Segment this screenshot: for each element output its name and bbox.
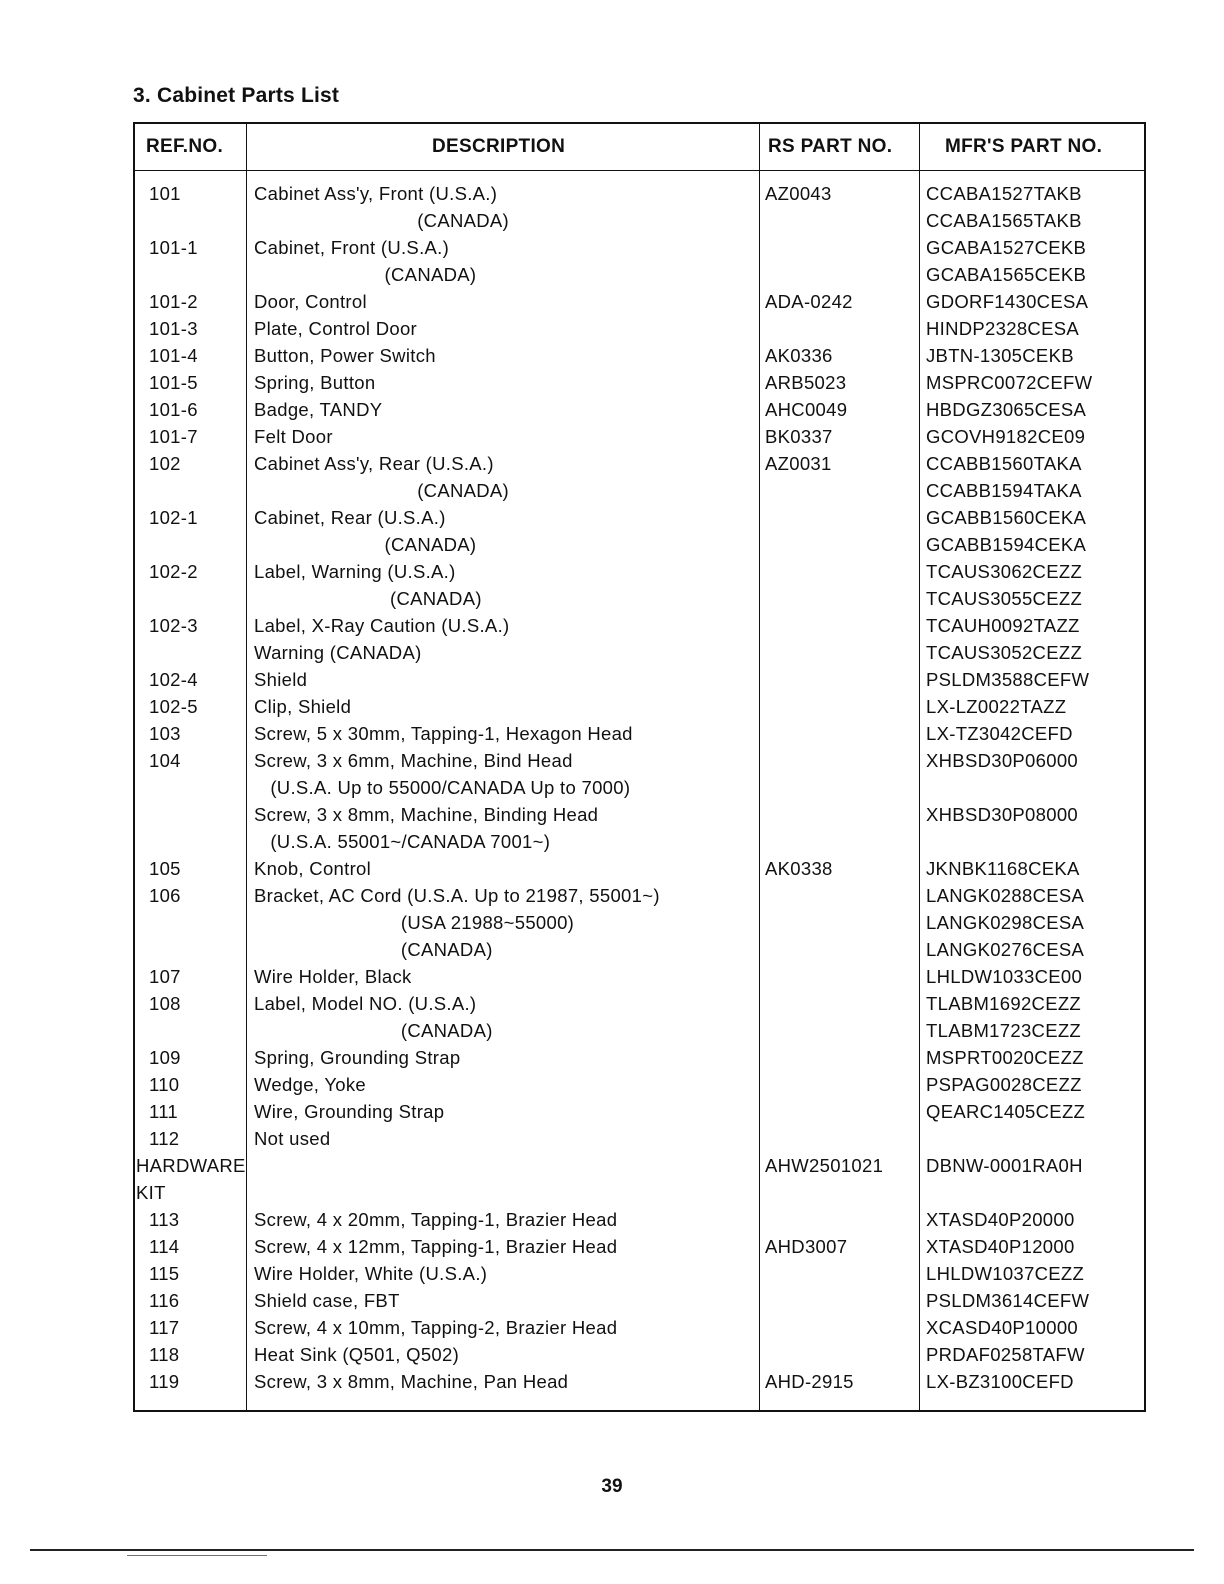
cell-description: (CANADA) (254, 1020, 493, 1041)
cell-mfr-part-no: GCABB1594CEKA (926, 534, 1087, 555)
header-mfr-part-no: MFR'S PART NO. (945, 136, 1103, 157)
cell-ref-no: 102-2 (149, 561, 198, 582)
cell-mfr-part-no: MSPRC0072CEFW (926, 372, 1093, 393)
cell-ref-no: 114 (149, 1236, 180, 1257)
table-row (135, 1261, 1144, 1288)
cell-mfr-part-no: XHBSD30P08000 (926, 804, 1078, 825)
parts-table (133, 122, 1146, 1412)
cell-rs-part-no: ARB5023 (765, 372, 847, 393)
cell-description: (CANADA) (254, 210, 510, 231)
cell-rs-part-no: AZ0031 (765, 453, 832, 474)
cell-description: Label, Model NO. (U.S.A.) (254, 993, 477, 1014)
cell-description: Screw, 4 x 12mm, Tapping-1, Brazier Head (254, 1236, 618, 1257)
cell-ref-no: 101-1 (149, 237, 198, 258)
header-divider (135, 170, 1144, 171)
cell-mfr-part-no: CCABA1527TAKB (926, 183, 1082, 204)
cell-description: (USA 21988~55000) (254, 912, 575, 933)
cell-mfr-part-no: LHLDW1037CEZZ (926, 1263, 1085, 1284)
table-row (135, 1315, 1144, 1342)
cell-ref-no: 112 (149, 1128, 180, 1149)
cell-description: Button, Power Switch (254, 345, 436, 366)
cell-ref-no: 109 (149, 1047, 181, 1068)
table-row (135, 1207, 1144, 1234)
cell-description: Cabinet Ass'y, Rear (U.S.A.) (254, 453, 494, 474)
cell-mfr-part-no: HBDGZ3065CESA (926, 399, 1087, 420)
cell-ref-no: KIT (136, 1182, 166, 1203)
cell-mfr-part-no: TCAUS3052CEZZ (926, 642, 1083, 663)
cell-description: Screw, 3 x 8mm, Machine, Binding Head (254, 804, 599, 825)
table-row (135, 424, 1144, 451)
cell-ref-no: 104 (149, 750, 181, 771)
table-row (135, 478, 1144, 505)
cell-ref-no: 116 (149, 1290, 180, 1311)
cell-ref-no: 117 (149, 1317, 180, 1338)
cell-rs-part-no: ADA-0242 (765, 291, 853, 312)
cell-mfr-part-no: LANGK0298CESA (926, 912, 1085, 933)
cell-ref-no: 101-6 (149, 399, 198, 420)
cell-mfr-part-no: MSPRT0020CEZZ (926, 1047, 1084, 1068)
table-row (135, 397, 1144, 424)
cell-description: Cabinet Ass'y, Front (U.S.A.) (254, 183, 498, 204)
table-row (135, 721, 1144, 748)
table-row (135, 1369, 1144, 1396)
cell-description: Screw, 3 x 8mm, Machine, Pan Head (254, 1371, 569, 1392)
table-row (135, 559, 1144, 586)
table-row (135, 1045, 1144, 1072)
cell-description: Not used (254, 1128, 331, 1149)
table-row (135, 1072, 1144, 1099)
page-title: 3. Cabinet Parts List (133, 84, 340, 107)
cell-mfr-part-no: QEARC1405CEZZ (926, 1101, 1086, 1122)
cell-mfr-part-no: LX-TZ3042CEFD (926, 723, 1073, 744)
cell-ref-no: HARDWARE (136, 1155, 246, 1176)
table-row (135, 667, 1144, 694)
cell-description: Shield (254, 669, 308, 690)
cell-mfr-part-no: CCABB1594TAKA (926, 480, 1082, 501)
page-number: 39 (601, 1476, 623, 1497)
table-body (135, 181, 1144, 1396)
cell-mfr-part-no: LANGK0288CESA (926, 885, 1085, 906)
cell-description: Warning (CANADA) (254, 642, 422, 663)
cell-description: Wire Holder, White (U.S.A.) (254, 1263, 488, 1284)
cell-mfr-part-no: GCOVH9182CE09 (926, 426, 1086, 447)
table-row (135, 829, 1144, 856)
cell-description: Clip, Shield (254, 696, 352, 717)
cell-rs-part-no: AK0336 (765, 345, 833, 366)
cell-mfr-part-no: HINDP2328CESA (926, 318, 1079, 339)
table-row (135, 991, 1144, 1018)
table-row (135, 505, 1144, 532)
table-row (135, 289, 1144, 316)
table-row (135, 1018, 1144, 1045)
cell-mfr-part-no: XTASD40P12000 (926, 1236, 1075, 1257)
table-row (135, 1153, 1144, 1180)
cell-mfr-part-no: PSLDM3614CEFW (926, 1290, 1090, 1311)
header-rs-part-no: RS PART NO. (768, 136, 893, 157)
table-row (135, 532, 1144, 559)
table-row (135, 451, 1144, 478)
cell-rs-part-no: AZ0043 (765, 183, 832, 204)
cell-mfr-part-no: TLABM1723CEZZ (926, 1020, 1082, 1041)
cell-description: Plate, Control Door (254, 318, 418, 339)
cell-ref-no: 102-3 (149, 615, 198, 636)
cell-mfr-part-no: PSLDM3588CEFW (926, 669, 1090, 690)
cell-description: (U.S.A. Up to 55000/CANADA Up to 7000) (254, 777, 631, 798)
cell-ref-no: 102-5 (149, 696, 198, 717)
cell-mfr-part-no: TCAUH0092TAZZ (926, 615, 1080, 636)
table-row (135, 1126, 1144, 1153)
table-row (135, 235, 1144, 262)
cell-description: Cabinet, Rear (U.S.A.) (254, 507, 446, 528)
cell-mfr-part-no: XHBSD30P06000 (926, 750, 1078, 771)
cell-mfr-part-no: GCABB1560CEKA (926, 507, 1087, 528)
table-row (135, 262, 1144, 289)
cell-rs-part-no: AHD-2915 (765, 1371, 854, 1392)
cell-description: (CANADA) (254, 534, 477, 555)
cell-ref-no: 115 (149, 1263, 180, 1284)
cell-description: Label, X-Ray Caution (U.S.A.) (254, 615, 510, 636)
cell-description: Screw, 5 x 30mm, Tapping-1, Hexagon Head (254, 723, 633, 744)
table-row (135, 964, 1144, 991)
cell-ref-no: 106 (149, 885, 181, 906)
cell-mfr-part-no: JKNBK1168CEKA (926, 858, 1080, 879)
cell-rs-part-no: BK0337 (765, 426, 833, 447)
table-row (135, 1099, 1144, 1126)
cell-ref-no: 107 (149, 966, 181, 987)
cell-ref-no: 102-1 (149, 507, 198, 528)
table-row (135, 208, 1144, 235)
cell-mfr-part-no: PRDAF0258TAFW (926, 1344, 1085, 1365)
cell-description: Spring, Button (254, 372, 376, 393)
cell-ref-no: 118 (149, 1344, 180, 1365)
cell-rs-part-no: AHD3007 (765, 1236, 848, 1257)
cell-mfr-part-no: CCABA1565TAKB (926, 210, 1082, 231)
cell-ref-no: 101 (149, 183, 181, 204)
cell-description: Spring, Grounding Strap (254, 1047, 461, 1068)
cell-description: Badge, TANDY (254, 399, 383, 420)
table-row (135, 586, 1144, 613)
bottom-rule (30, 1549, 1194, 1551)
cell-description: (CANADA) (254, 480, 510, 501)
header-description: DESCRIPTION (432, 136, 566, 157)
table-row (135, 1234, 1144, 1261)
cell-ref-no: 113 (149, 1209, 180, 1230)
cell-description: Shield case, FBT (254, 1290, 400, 1311)
cell-ref-no: 103 (149, 723, 181, 744)
cell-ref-no: 105 (149, 858, 181, 879)
table-row (135, 937, 1144, 964)
cell-ref-no: 108 (149, 993, 181, 1014)
cell-mfr-part-no: PSPAG0028CEZZ (926, 1074, 1082, 1095)
cell-description: Screw, 4 x 10mm, Tapping-2, Brazier Head (254, 1317, 618, 1338)
cell-description: (CANADA) (254, 588, 482, 609)
table-row (135, 316, 1144, 343)
cell-ref-no: 101-2 (149, 291, 198, 312)
cell-mfr-part-no: TLABM1692CEZZ (926, 993, 1082, 1014)
table-row (135, 748, 1144, 775)
cell-description: Cabinet, Front (U.S.A.) (254, 237, 450, 258)
cell-ref-no: 110 (149, 1074, 180, 1095)
cell-mfr-part-no: JBTN-1305CEKB (926, 345, 1074, 366)
cell-ref-no: 101-7 (149, 426, 198, 447)
cell-description: Screw, 3 x 6mm, Machine, Bind Head (254, 750, 573, 771)
cell-ref-no: 101-5 (149, 372, 198, 393)
cell-mfr-part-no: XTASD40P20000 (926, 1209, 1075, 1230)
table-row (135, 883, 1144, 910)
cell-rs-part-no: AHW2501021 (765, 1155, 884, 1176)
table-row (135, 1288, 1144, 1315)
cell-description: Wire, Grounding Strap (254, 1101, 445, 1122)
table-row (135, 370, 1144, 397)
cell-ref-no: 119 (149, 1371, 180, 1392)
table-row (135, 856, 1144, 883)
blue-underline (127, 1555, 267, 1556)
cell-description: Knob, Control (254, 858, 372, 879)
cell-mfr-part-no: LHLDW1033CE00 (926, 966, 1083, 987)
cell-mfr-part-no: LX-BZ3100CEFD (926, 1371, 1074, 1392)
cell-description: Door, Control (254, 291, 367, 312)
table-row (135, 1342, 1144, 1369)
cell-rs-part-no: AHC0049 (765, 399, 848, 420)
cell-description: Wedge, Yoke (254, 1074, 366, 1095)
table-row (135, 640, 1144, 667)
cell-description: Label, Warning (U.S.A.) (254, 561, 456, 582)
cell-description: (CANADA) (254, 939, 493, 960)
cell-description: Screw, 4 x 20mm, Tapping-1, Brazier Head (254, 1209, 618, 1230)
table-row (135, 181, 1144, 208)
cell-mfr-part-no: DBNW-0001RA0H (926, 1155, 1083, 1176)
table-row (135, 694, 1144, 721)
cell-description: Wire Holder, Black (254, 966, 412, 987)
table-row (135, 343, 1144, 370)
cell-mfr-part-no: CCABB1560TAKA (926, 453, 1082, 474)
cell-mfr-part-no: LANGK0276CESA (926, 939, 1085, 960)
table-row (135, 1180, 1144, 1207)
cell-ref-no: 102-4 (149, 669, 198, 690)
cell-mfr-part-no: GDORF1430CESA (926, 291, 1089, 312)
cell-ref-no: 102 (149, 453, 181, 474)
cell-mfr-part-no: TCAUS3055CEZZ (926, 588, 1083, 609)
cell-ref-no: 111 (149, 1101, 179, 1122)
header-ref-no: REF.NO. (146, 136, 224, 157)
cell-ref-no: 101-4 (149, 345, 198, 366)
cell-mfr-part-no: XCASD40P10000 (926, 1317, 1078, 1338)
cell-rs-part-no: AK0338 (765, 858, 833, 879)
cell-description: Bracket, AC Cord (U.S.A. Up to 21987, 55001~) (254, 885, 660, 906)
cell-mfr-part-no: GCABA1565CEKB (926, 264, 1087, 285)
table-row (135, 802, 1144, 829)
table-row (135, 910, 1144, 937)
cell-description: Felt Door (254, 426, 333, 447)
cell-ref-no: 101-3 (149, 318, 198, 339)
table-row (135, 613, 1144, 640)
cell-description: (U.S.A. 55001~/CANADA 7001~) (254, 831, 551, 852)
cell-mfr-part-no: LX-LZ0022TAZZ (926, 696, 1067, 717)
cell-description: (CANADA) (254, 264, 477, 285)
cell-mfr-part-no: TCAUS3062CEZZ (926, 561, 1083, 582)
table-row (135, 775, 1144, 802)
cell-mfr-part-no: GCABA1527CEKB (926, 237, 1087, 258)
cell-description: Heat Sink (Q501, Q502) (254, 1344, 460, 1365)
